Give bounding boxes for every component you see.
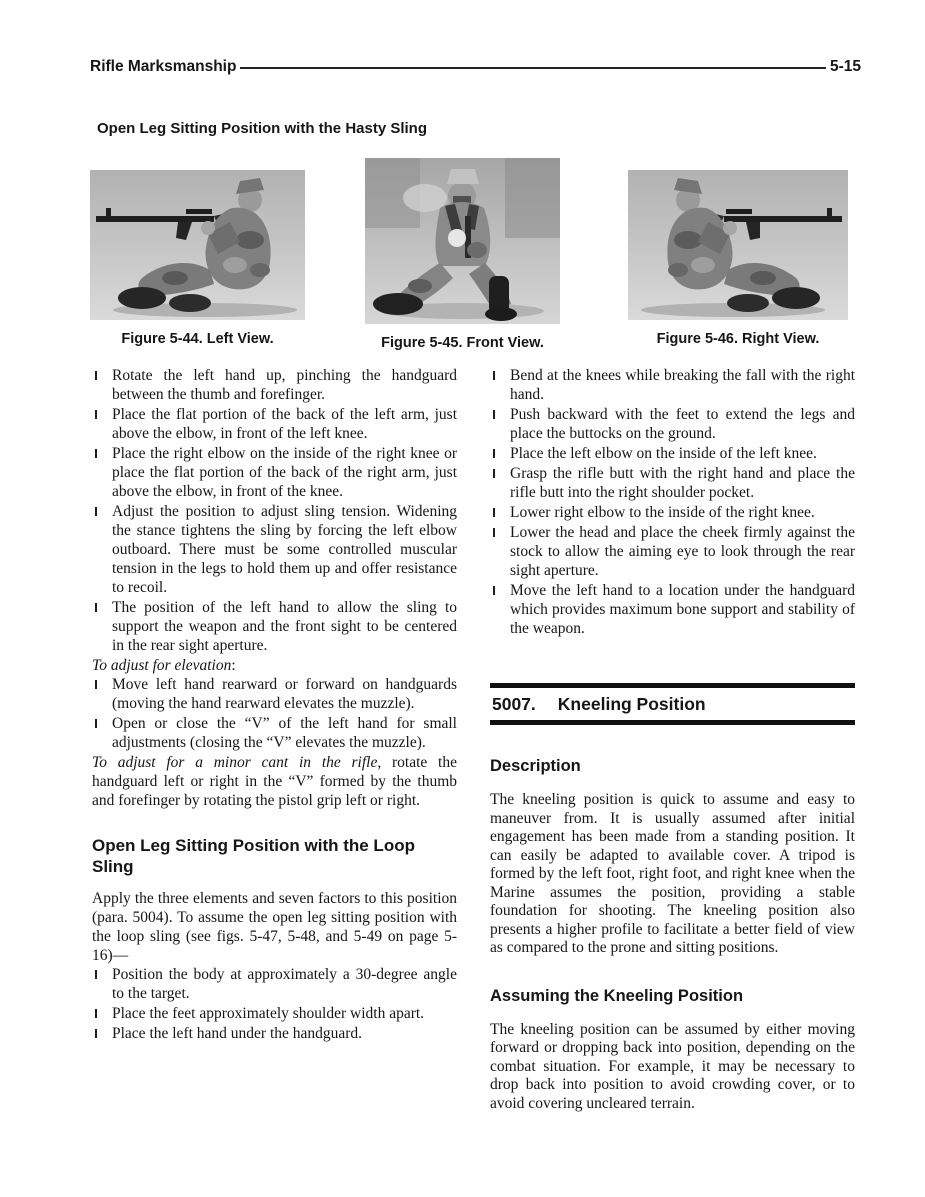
figure-caption: Figure 5-46. Right View. <box>656 331 820 347</box>
list-item <box>490 523 855 580</box>
list-item-text: Adjust the position to adjust sling tension. Widening the stance tightens the sling by forcing the left elbow outboard. There must be some controlled muscular tension in the legs to hold them up and offer resistance to recoil. <box>112 503 457 596</box>
list-item <box>92 1004 457 1023</box>
loop-bullet-list <box>92 965 457 1043</box>
header-title: Rifle Marksmanship <box>90 58 237 75</box>
bullet-icon <box>95 970 97 979</box>
elevation-lead <box>92 656 457 675</box>
bullet-icon <box>95 603 97 612</box>
list-item-text: Move the left hand to a location under the handguard which provides maximum bone support and stability of the weapon. <box>510 582 855 637</box>
list-item-text: Open or close the “V” of the left hand for small adjustments (closing the “V” elevates the muzzle). <box>112 715 457 751</box>
bullet-icon <box>95 680 97 689</box>
figure-5-46 <box>628 170 848 347</box>
figure-caption: Figure 5-44. Left View. <box>121 331 274 347</box>
loop-intro-paragraph: Apply the three elements and seven factors to this position (para. 5004). To assume the open leg sitting position with the loop sling (see figs. 5-47, 5-48, and 5-49 on page 5-16)— <box>92 890 457 964</box>
bullet-icon <box>95 410 97 419</box>
assuming-heading: Assuming the Kneeling Position <box>490 986 744 1005</box>
list-item-text: Grasp the rifle butt with the right hand and place the rifle butt into the right shoulder pocket. <box>510 465 855 501</box>
list-item-text: Bend at the knees while breaking the fall with the right hand. <box>510 367 855 403</box>
page-number: 5-15 <box>829 58 861 75</box>
bullet-icon <box>493 586 495 595</box>
list-item <box>490 503 855 522</box>
hasty-bullet-list <box>92 366 457 655</box>
figure-5-45 <box>365 158 560 351</box>
left-column <box>92 366 457 1113</box>
list-item <box>92 502 457 597</box>
elevation-lead-italic: To adjust for elevation <box>92 657 232 674</box>
cant-paragraph <box>92 753 457 810</box>
bullet-icon <box>493 449 495 458</box>
list-item <box>490 366 855 404</box>
description-paragraph: The kneeling position is quick to assume and easy to maneuver from. It is usually assumed after initial engagement has been made from a standing position. It can easily be adapted to available cover. A tripod is formed by the left foot, right foot, and right knee when the Marine assumes the position, providing a stable foundation for shooting. The kneeling position also presents a higher profile to facilitate a better field of view as compared to the prone and sitting positions. <box>490 791 855 956</box>
list-item-text: Place the right elbow on the inside of the right knee or place the flat portion of the back of the right arm, just above the elbow, in front of the knee. <box>112 445 457 500</box>
list-item <box>92 675 457 713</box>
list-item-text: Push backward with the feet to extend the legs and place the buttocks on the ground. <box>510 406 855 442</box>
section-title: Kneeling Position <box>557 694 706 714</box>
list-item <box>92 965 457 1003</box>
bullet-icon <box>95 371 97 380</box>
figure-5-44 <box>90 170 305 347</box>
cant-paragraph-italic: To adjust for a minor cant in the rifle <box>92 754 378 771</box>
kneel-fall-bullet-list <box>490 366 855 638</box>
list-item <box>92 366 457 404</box>
list-item <box>92 405 457 443</box>
body-columns <box>92 366 855 1113</box>
list-item <box>490 581 855 638</box>
list-item <box>92 598 457 655</box>
list-item <box>490 405 855 443</box>
list-item <box>92 1024 457 1043</box>
bullet-icon <box>95 507 97 516</box>
bullet-icon <box>493 508 495 517</box>
photo-right-view <box>628 170 848 320</box>
list-item <box>92 444 457 501</box>
bullet-icon <box>95 1029 97 1038</box>
right-column <box>490 366 855 1113</box>
list-item-text: Move left hand rearward or forward on handguards (moving the hand rearward elevates the muzzle). <box>112 676 457 712</box>
list-item-text: Lower the head and place the cheek firmly against the stock to allow the aiming eye to look through the rear sight aperture. <box>510 524 855 579</box>
cant-paragraph-rest: , rotate the handguard left or right in the “V” formed by the thumb and forefinger by rotating the pistol grip left or right. <box>92 754 457 809</box>
bullet-icon <box>493 410 495 419</box>
figure-caption: Figure 5-45. Front View. <box>381 335 544 351</box>
loop-sling-heading: Open Leg Sitting Position with the Loop Sling <box>92 836 415 876</box>
section-number: 5007. <box>492 694 536 714</box>
elevation-bullet-list <box>92 675 457 752</box>
bullet-icon <box>95 1009 97 1018</box>
bullet-icon <box>493 469 495 478</box>
list-item-text: Rotate the left hand up, pinching the handguard between the thumb and forefinger. <box>112 367 457 403</box>
list-item-text: The position of the left hand to allow the sling to support the weapon and the front sight to be centered in the rear sight aperture. <box>112 599 457 654</box>
bullet-icon <box>493 371 495 380</box>
photo-front-view <box>365 158 560 324</box>
hasty-sling-heading: Open Leg Sitting Position with the Hasty Sling <box>97 120 428 137</box>
list-item-text: Place the flat portion of the back of the left arm, just above the elbow, in front of the left knee. <box>112 406 457 442</box>
list-item-text: Place the feet approximately shoulder width apart. <box>112 1005 425 1022</box>
photo-left-view <box>90 170 305 320</box>
list-item <box>490 444 855 463</box>
elevation-lead-colon: : <box>231 657 236 674</box>
list-item-text: Lower right elbow to the inside of the right knee. <box>510 504 815 521</box>
assuming-paragraph: The kneeling position can be assumed by either moving forward or dropping back into position, depending on the combat situation. For example, it may be necessary to drop back into position to avoid crowding cover, or to avoid covering uncleared terrain. <box>490 1020 855 1112</box>
description-heading: Description <box>490 757 581 775</box>
bullet-icon <box>95 449 97 458</box>
bullet-icon <box>493 528 495 537</box>
bullet-icon <box>95 719 97 728</box>
section-5007-heading <box>490 683 855 725</box>
list-item <box>92 714 457 752</box>
list-item-text: Place the left hand under the handguard. <box>112 1025 363 1042</box>
list-item <box>490 464 855 502</box>
list-item-text: Position the body at approximately a 30-degree angle to the target. <box>112 966 457 1002</box>
list-item-text: Place the left elbow on the inside of the left knee. <box>510 445 817 462</box>
page-header <box>90 58 861 76</box>
header-rule <box>240 67 826 69</box>
